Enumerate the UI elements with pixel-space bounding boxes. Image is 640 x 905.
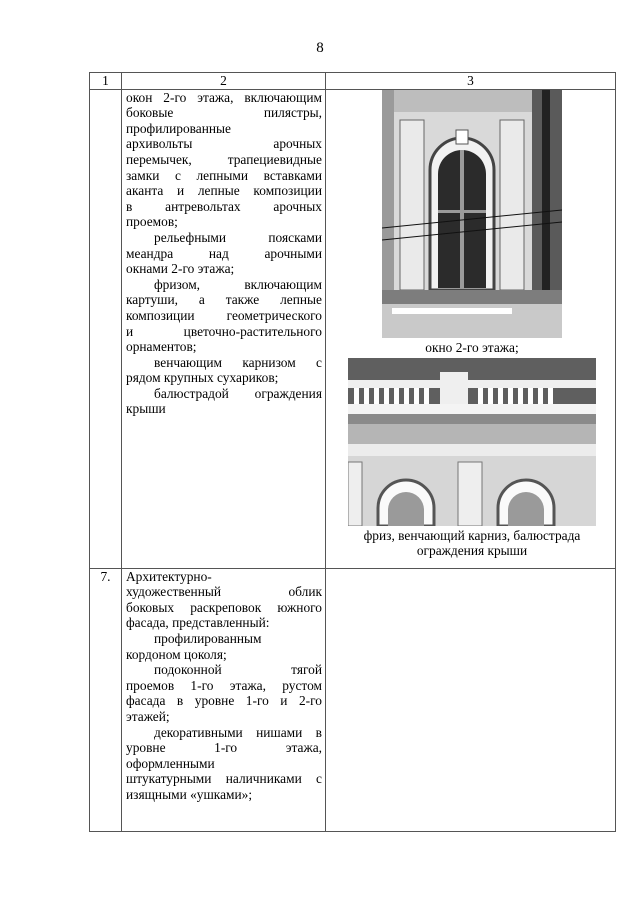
header-col-2: 2 xyxy=(122,73,326,90)
text-line: композиции геометрического xyxy=(126,307,322,323)
photo1-caption: окно 2-го этажа; xyxy=(425,339,519,355)
description-text xyxy=(126,90,322,417)
header-col-1: 1 xyxy=(90,73,122,90)
text-line: проемов; xyxy=(126,214,178,230)
row-photo-cell xyxy=(326,89,616,568)
table-header-row xyxy=(90,73,616,90)
text-line: аканта и лепные композиции xyxy=(126,183,322,199)
text-line: изящными «ушками»; xyxy=(126,786,253,802)
text-line: перемычек, трапециевидные xyxy=(126,151,322,167)
text-line: рельефными поясками xyxy=(154,229,322,245)
text-line: проемов 1-го этажа, рустом xyxy=(126,677,322,693)
text-line: балюстрадой ограждения xyxy=(154,385,322,401)
text-line: кордоном цоколя; xyxy=(126,646,227,662)
text-line: архивольты арочных xyxy=(126,136,322,152)
text-line: венчающим карнизом с xyxy=(154,354,322,370)
text-line: замки с лепными вставками xyxy=(126,167,322,183)
text-line: оформленными xyxy=(126,755,215,771)
text-line: боковые пилястры, xyxy=(126,105,322,121)
description-text xyxy=(126,569,322,803)
row-description-cell xyxy=(122,568,326,831)
window-2nd-floor-photo xyxy=(382,90,562,338)
frieze-cornice-balustrade-photo xyxy=(348,358,596,526)
text-line: фризом, включающим xyxy=(154,276,322,292)
row-photo-cell-empty xyxy=(326,568,616,831)
table-row-7 xyxy=(90,568,616,831)
text-line: орнаментов; xyxy=(126,339,197,355)
text-line: Архитектурно- xyxy=(126,568,212,584)
row-number-cell xyxy=(90,89,122,568)
row-number-cell: 7. xyxy=(90,568,122,831)
text-line: этажей; xyxy=(126,708,170,724)
photo2-caption: фриз, венчающий карниз, балюстрада ограждения крыши xyxy=(363,527,581,559)
text-line: подоконной тягой xyxy=(154,662,322,678)
text-line: картуши, а также лепные xyxy=(126,292,322,308)
row-description-cell xyxy=(122,89,326,568)
table-row-continued xyxy=(90,89,616,568)
text-line: профилированным xyxy=(154,630,262,646)
text-line: и цветочно-растительного xyxy=(126,323,322,339)
header-col-3: 3 xyxy=(326,73,616,90)
text-line: фасада в уровне 1-го и 2-го xyxy=(126,693,322,709)
text-line: меандра над арочными xyxy=(126,245,322,261)
text-line: окнами 2-го этажа; xyxy=(126,261,235,277)
text-line: боковых раскреповок южного xyxy=(126,599,322,615)
text-line: фасада, представленный: xyxy=(126,615,270,631)
text-line: уровне 1-го этажа, xyxy=(126,740,322,756)
text-line: крыши xyxy=(126,401,166,417)
text-line: окон 2-го этажа, включающим xyxy=(126,89,322,105)
page-number: 8 xyxy=(316,40,324,56)
heritage-table xyxy=(89,72,616,832)
text-line: профилированные xyxy=(126,120,231,136)
text-line: декоративными нишами в xyxy=(154,724,322,740)
text-line: рядом крупных сухариков; xyxy=(126,370,279,386)
text-line: в антревольтах арочных xyxy=(126,198,322,214)
text-line: художественный облик xyxy=(126,584,322,600)
text-line: штукатурными наличниками с xyxy=(126,771,322,787)
